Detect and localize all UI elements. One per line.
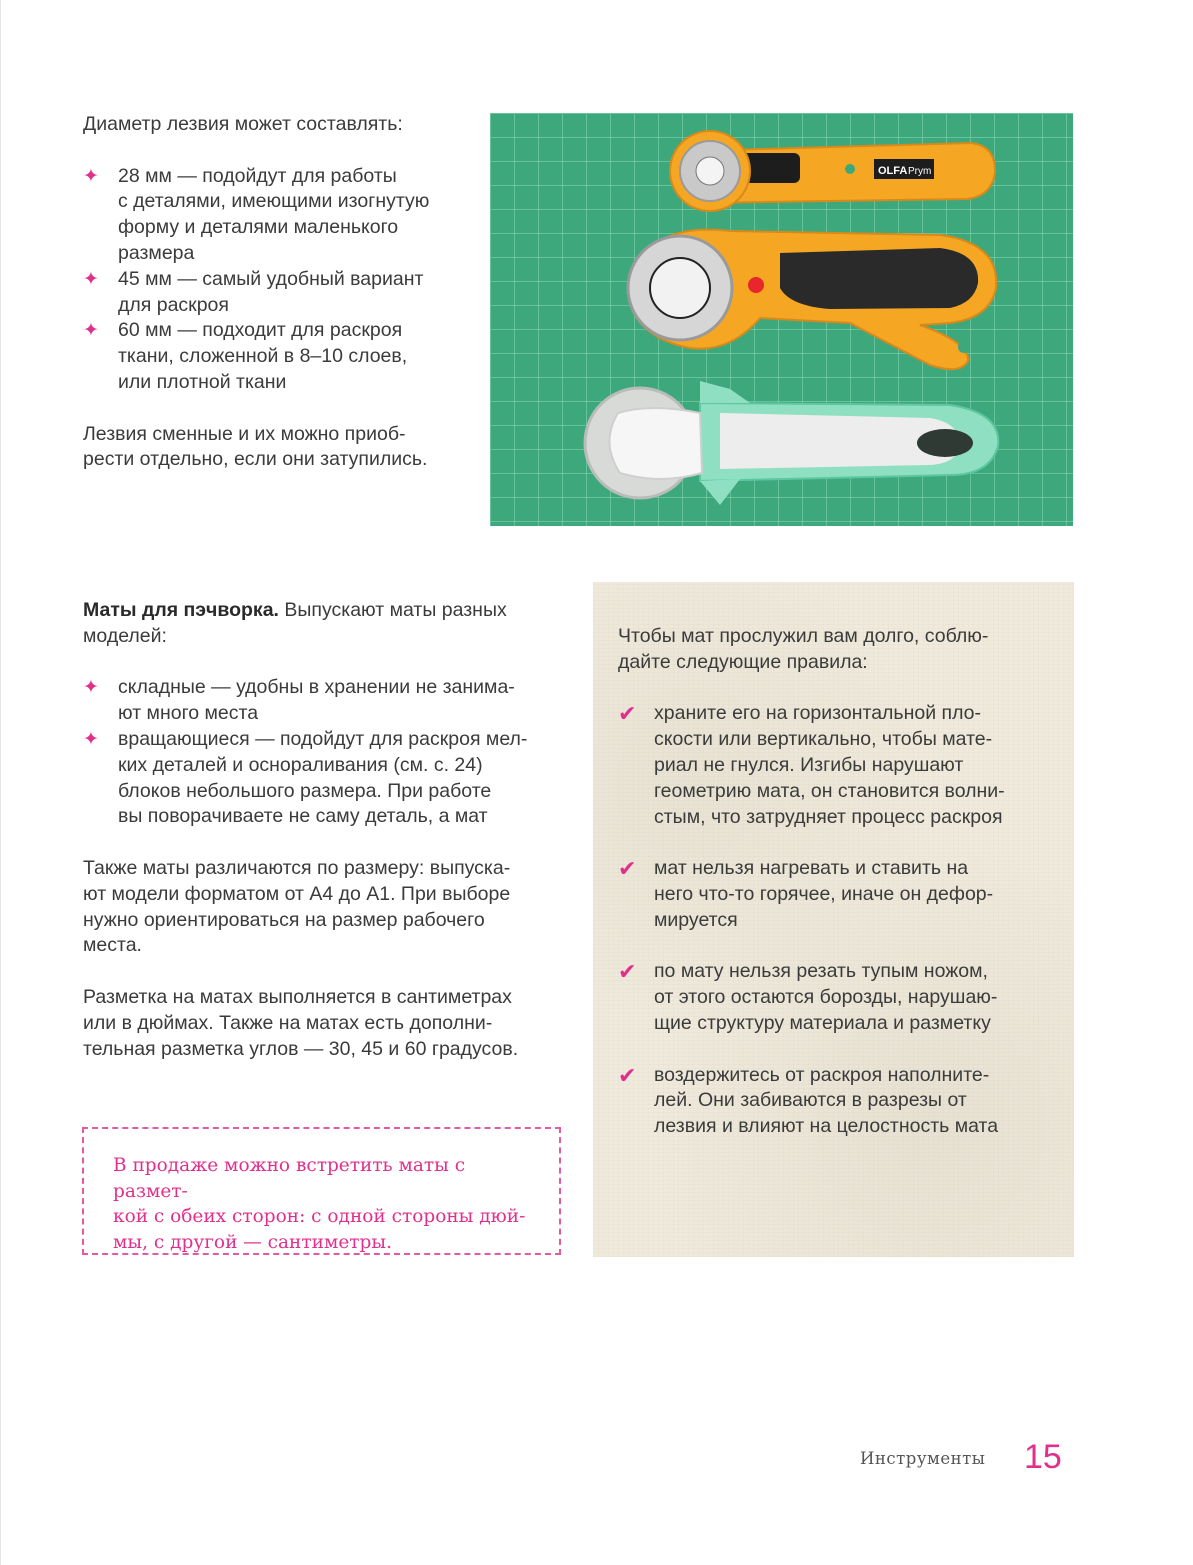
- marking-line: или в дюймах. Также на матах есть дополни-: [83, 1011, 493, 1034]
- list-line: по мату нельзя резать тупым ножом,: [654, 960, 988, 983]
- tip-line: кой с обеих сторон: с одной стороны дюй-: [113, 1206, 526, 1227]
- list-line: геометрию мата, он становится волни-: [654, 779, 1005, 802]
- list-line: мат нельзя нагревать и ставить на: [654, 857, 969, 880]
- blade-section: [83, 112, 473, 473]
- mats-heading: Маты для пэчворка.: [83, 599, 279, 621]
- sizes-line: Также маты различаются по размеру: выпуска-: [83, 856, 511, 879]
- rotary-cutters-photo: [490, 113, 1073, 526]
- list-line: 28 мм — подойдут для работы: [118, 164, 397, 187]
- mat-types-list: [83, 675, 573, 830]
- marking-line: тельная разметка углов — 30, 45 и 60 градусов.: [83, 1037, 519, 1060]
- checkmark-icon: ✔: [618, 701, 637, 727]
- spacer: [618, 1037, 1048, 1063]
- list-line: храните его на горизонтальной пло-: [654, 702, 982, 725]
- list-item: [83, 267, 473, 319]
- footer-section-title: Инструменты: [860, 1449, 986, 1468]
- checkmark-icon: ✔: [618, 959, 637, 985]
- list-line: щие структуру материала и разметку: [654, 1011, 991, 1034]
- list-line: стым, что затрудняет процесс раскроя: [654, 805, 1003, 828]
- marking-line: Разметка на матах выполняется в сантиметрах: [83, 985, 512, 1008]
- replace-line: рести отдельно, если они затупились.: [83, 448, 428, 471]
- list-item: [83, 675, 573, 727]
- tip-line: мы, с другой — сантиметры.: [113, 1231, 392, 1253]
- mats-intro: [83, 598, 573, 624]
- list-line: скости или вертикально, чтобы мате-: [654, 728, 993, 751]
- star-icon: ✦: [83, 677, 99, 699]
- list-item: [83, 318, 473, 395]
- star-icon: ✦: [83, 268, 99, 290]
- spacer: [618, 830, 1048, 856]
- list-line: вы поворачиваете не саму деталь, а мат: [118, 805, 488, 828]
- mats-intro-line: моделей:: [83, 624, 167, 647]
- list-line: мируется: [654, 908, 738, 931]
- care-rules-list: [618, 701, 1048, 1140]
- list-line: 45 мм — самый удобный вариант: [118, 267, 424, 290]
- list-line: для раскроя: [118, 293, 229, 316]
- list-line: ких деталей и оснораливания (см. с. 24): [118, 753, 483, 776]
- sizes-line: ют модели форматом от А4 до А1. При выборе: [83, 882, 511, 905]
- list-line: риал не гнулся. Изгибы нарушают: [654, 753, 964, 776]
- list-line: размера: [118, 241, 195, 264]
- list-line: или плотной ткани: [118, 370, 287, 393]
- star-icon: ✦: [83, 728, 99, 750]
- tip-box: [82, 1127, 561, 1255]
- list-line: него что-то горячее, иначе он дефор-: [654, 882, 994, 905]
- list-line: лей. Они забиваются в разрезы от: [654, 1089, 967, 1112]
- spacer: [618, 934, 1048, 960]
- list-item: [83, 727, 573, 830]
- blade-list: [83, 164, 473, 396]
- care-rules-text: [618, 624, 1048, 1140]
- blade-intro: Диаметр лезвия может составлять:: [83, 113, 403, 135]
- care-rules-panel: [593, 582, 1074, 1257]
- star-icon: ✦: [83, 320, 99, 342]
- svg-text:OLFA: OLFA: [878, 165, 908, 177]
- care-intro-line: дайте следующие правила:: [618, 650, 868, 673]
- replace-line: Лезвия сменные и их можно приоб-: [83, 422, 406, 445]
- list-item: [83, 164, 473, 267]
- list-line: ют много места: [118, 702, 259, 725]
- tip-line: В продаже можно встретить маты с размет-: [113, 1155, 466, 1202]
- list-line: воздержитесь от раскроя наполните-: [654, 1063, 990, 1086]
- list-item: [618, 856, 1048, 933]
- care-intro-line: Чтобы мат прослужил вам долго, соблю-: [618, 625, 989, 647]
- mats-intro-rest: Выпускают маты разных: [278, 599, 507, 621]
- page-number: 15: [1024, 1438, 1062, 1476]
- list-line: 60 мм — подходит для раскроя: [118, 319, 403, 342]
- list-item: [618, 1063, 1048, 1140]
- checkmark-icon: ✔: [618, 856, 637, 882]
- list-item: [618, 701, 1048, 830]
- checkmark-icon: ✔: [618, 1062, 637, 1088]
- mats-section: [83, 598, 573, 1062]
- list-item: [618, 959, 1048, 1036]
- sizes-line: места.: [83, 934, 142, 957]
- tip-text: [113, 1153, 543, 1255]
- list-line: ткани, сложенной в 8–10 слоев,: [118, 345, 408, 368]
- sizes-line: нужно ориентироваться на размер рабочего: [83, 908, 485, 931]
- svg-text:Prym: Prym: [908, 166, 932, 177]
- list-line: складные — удобны в хранении не занима-: [118, 676, 515, 699]
- star-icon: ✦: [83, 165, 99, 187]
- page-edge: [0, 0, 1, 1565]
- list-line: лезвия и влияют на целостность мата: [654, 1115, 999, 1138]
- list-line: форму и деталями маленького: [118, 216, 399, 239]
- list-line: вращающиеся — подойдут для раскроя мел-: [118, 727, 528, 750]
- list-line: от этого остаются борозды, нарушаю-: [654, 986, 998, 1009]
- list-line: блоков небольшого размера. При работе: [118, 779, 492, 802]
- list-line: с деталями, имеющими изогнутую: [118, 190, 430, 213]
